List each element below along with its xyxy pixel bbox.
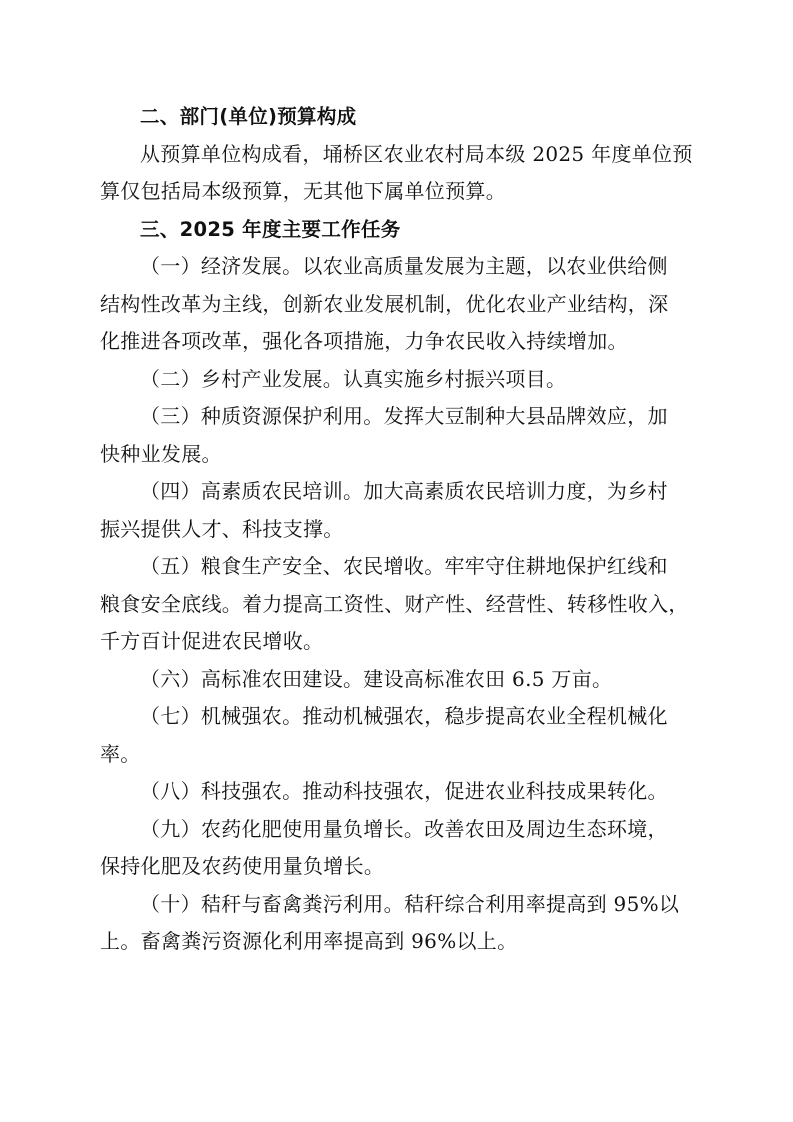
paragraph-line: 上。畜禽粪污资源化利用率提高到 96%以上。 [100, 929, 518, 953]
paragraph-line: 从预算单位构成看，埇桥区农业农村局本级 2025 年度单位预 [140, 141, 693, 166]
paragraph-line: 粮食安全底线。着力提高工资性、财产性、经营性、转移性收入， [100, 591, 689, 616]
paragraph-line: 快种业发展。 [100, 441, 222, 466]
paragraph-line: （五）粮食生产安全、农民增收。牢牢守住耕地保护红线和 [140, 554, 668, 578]
paragraph-line: 结构性改革为主线，创新农业发展机制，优化农业产业结构，深 [100, 291, 669, 316]
paragraph-line: （一）经济发展。以农业高质量发展为主题，以农业供给侧 [140, 254, 668, 278]
paragraph-line: 千方百计促进农民增收。 [100, 629, 324, 653]
paragraph-line: （七）机械强农。推动机械强农，稳步提高农业全程机械化 [140, 704, 668, 728]
section-heading-main-tasks: 三、2025 年度主要工作任务 [140, 217, 401, 241]
paragraph-line: 化推进各项改革，强化各项措施，力争农民收入持续增加。 [100, 329, 628, 353]
paragraph-line: 振兴提供人才、科技支撑。 [100, 516, 344, 541]
paragraph-line: （四）高素质农民培训。加大高素质农民培训力度，为乡村 [140, 479, 668, 503]
paragraph-line: 算仅包括局本级预算，无其他下属单位预算。 [100, 179, 506, 203]
paragraph-line: 率。 [100, 741, 141, 766]
paragraph-line: （三）种质资源保护利用。发挥大豆制种大县品牌效应，加 [140, 404, 668, 428]
paragraph-line: （十）秸秆与畜禽粪污利用。秸秆综合利用率提高到 95%以 [140, 891, 680, 916]
paragraph-line: （九）农药化肥使用量负增长。改善农田及周边生态环境， [140, 816, 668, 841]
paragraph-line: （六）高标准农田建设。建设高标准农田 6.5 万亩。 [140, 666, 613, 691]
paragraph-line: （八）科技强农。推动科技强农，促进农业科技成果转化。 [140, 779, 668, 803]
document-body [100, 98, 710, 961]
section-heading-budget-structure: 二、部门(单位)预算构成 [140, 105, 357, 128]
paragraph-line: 保持化肥及农药使用量负增长。 [100, 854, 385, 878]
paragraph-line: （二）乡村产业发展。认真实施乡村振兴项目。 [140, 366, 567, 391]
